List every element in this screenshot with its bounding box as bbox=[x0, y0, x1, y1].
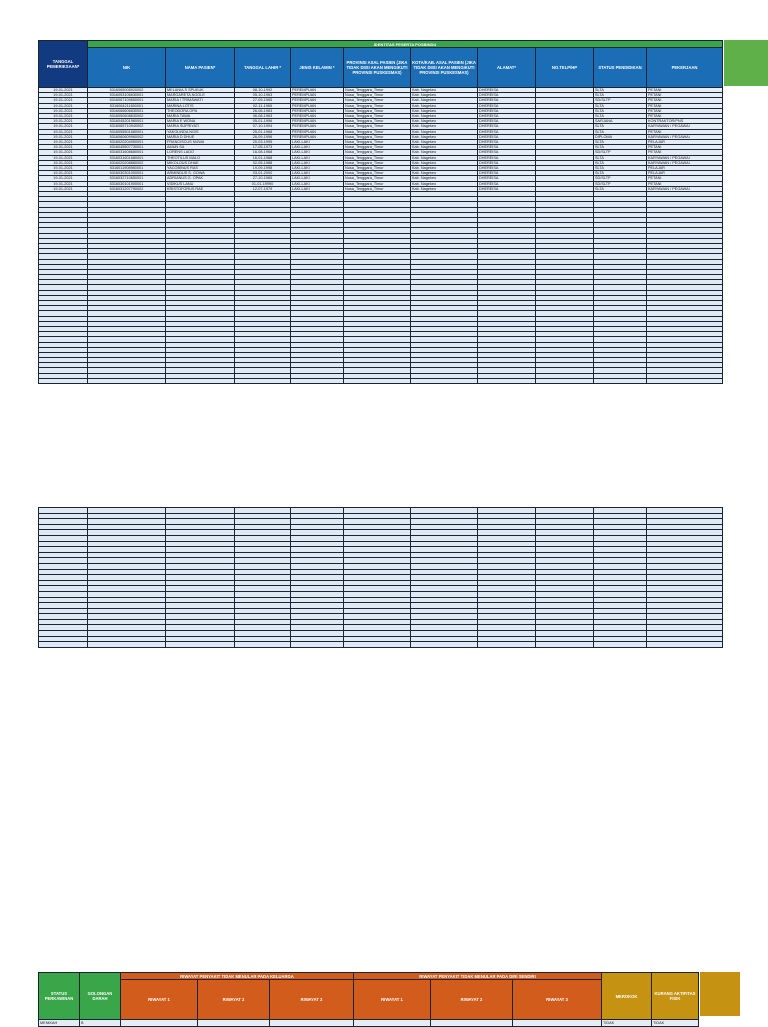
cell-kota[interactable]: Kab. Nagekeo bbox=[411, 160, 478, 165]
header-keluarga-1[interactable]: RIWAYAT 1 bbox=[121, 980, 198, 1020]
cell-kota[interactable]: Kab. Nagekeo bbox=[411, 124, 478, 129]
cell-nama[interactable]: MARINA LOTIS bbox=[166, 103, 235, 108]
cell-pekerjaan[interactable]: PETANI bbox=[647, 176, 723, 181]
cell-tanggal[interactable]: 19-01-2021 bbox=[39, 119, 88, 124]
header-kelamin[interactable]: JENIS KELAMIN * bbox=[291, 48, 344, 88]
cell-kelamin[interactable]: LAKI-LAKI bbox=[291, 140, 344, 145]
cell-provinsi[interactable]: Nusa_Tenggara_Timur bbox=[344, 171, 411, 176]
header-pekerjaan[interactable]: PEKERJAAN bbox=[647, 48, 723, 88]
cell-kelamin[interactable]: LAKI-LAKI bbox=[291, 150, 344, 155]
cell-tanggal[interactable]: 19-01-2021 bbox=[39, 181, 88, 186]
cell-tanggal[interactable]: 19-01-2021 bbox=[39, 88, 88, 93]
cell-tanggal[interactable]: 19-01-2021 bbox=[39, 114, 88, 119]
empty-cell[interactable] bbox=[344, 378, 411, 383]
cell-provinsi[interactable]: Nusa_Tenggara_Timur bbox=[344, 155, 411, 160]
cell-nama[interactable]: THEOTILUS MALO bbox=[166, 155, 235, 160]
cell-kota[interactable]: Kab. Nagekeo bbox=[411, 103, 478, 108]
cell-alamat[interactable]: DHEREISA bbox=[478, 171, 536, 176]
empty-cell[interactable] bbox=[594, 642, 647, 648]
cell-pekerjaan[interactable]: PETANI bbox=[647, 129, 723, 134]
header-provinsi[interactable]: PROVINSI ASAL PASIEN (JIKA TIDAK DIISI AKAN MENGIKUTI PROVINSI PUSKESMAS) bbox=[344, 48, 411, 88]
header-kota[interactable]: KOTA/KAB. ASAL PASIEN (JIKA TIDAK DIISI AKAN MENGIKUTI PROVINSI PUSKESMAS) bbox=[411, 48, 478, 88]
cell-tanggal[interactable]: 19-01-2021 bbox=[39, 176, 88, 181]
cell-nik[interactable]: 5316020208880002 bbox=[88, 160, 166, 165]
empty-cell[interactable] bbox=[166, 378, 235, 383]
cell-kelamin[interactable]: PEREMPUAN bbox=[291, 108, 344, 113]
cell-alamat[interactable]: DHEREISA bbox=[478, 176, 536, 181]
cell-alamat[interactable]: DHEREISA bbox=[478, 103, 536, 108]
cell-sendiri-3[interactable] bbox=[513, 1020, 602, 1027]
header-pendidikan[interactable]: STATUS PENDIDIKAN bbox=[594, 48, 647, 88]
cell-pekerjaan[interactable]: PETANI bbox=[647, 145, 723, 150]
cell-nama[interactable]: VIDIKUS LANU bbox=[166, 181, 235, 186]
empty-cell[interactable] bbox=[291, 642, 344, 648]
cell-alamat[interactable]: DHEREISA bbox=[478, 181, 536, 186]
cell-pekerjaan[interactable]: KARYAWAN / PEGAWAI bbox=[647, 155, 723, 160]
cell-pendidikan[interactable]: SLTA bbox=[594, 140, 647, 145]
cell-provinsi[interactable]: Nusa_Tenggara_Timur bbox=[344, 140, 411, 145]
cell-lahir[interactable]: 26-06-1963 bbox=[235, 108, 291, 113]
cell-pendidikan[interactable]: SD/SLTP bbox=[594, 98, 647, 103]
cell-kelamin[interactable]: PEREMPUAN bbox=[291, 134, 344, 139]
empty-cell[interactable] bbox=[647, 378, 723, 383]
cell-kelamin[interactable]: PEREMPUAN bbox=[291, 93, 344, 98]
cell-goldar[interactable]: B bbox=[80, 1020, 121, 1027]
cell-kelamin[interactable]: LAKI-LAKI bbox=[291, 166, 344, 171]
cell-tanggal[interactable]: 19-01-2021 bbox=[39, 155, 88, 160]
cell-lahir[interactable]: 06-08-1963 bbox=[235, 114, 291, 119]
cell-nik[interactable]: 5316060609960002 bbox=[88, 134, 166, 139]
cell-pendidikan[interactable]: SD/SLTP bbox=[594, 181, 647, 186]
cell-kelamin[interactable]: PEREMPUAN bbox=[291, 119, 344, 124]
cell-nama[interactable]: MARIA D DHUE bbox=[166, 134, 235, 139]
cell-lahir[interactable]: 05-10-1963 bbox=[235, 93, 291, 98]
empty-cell[interactable] bbox=[411, 378, 478, 383]
empty-cell[interactable] bbox=[166, 642, 235, 648]
cell-tanggal[interactable]: 19-01-2021 bbox=[39, 186, 88, 191]
cell-nik[interactable]: 5316020204950001 bbox=[88, 140, 166, 145]
cell-nik[interactable]: 5316032710650001 bbox=[88, 176, 166, 181]
cell-pekerjaan[interactable]: PELAJAR bbox=[647, 140, 723, 145]
cell-lahir[interactable]: 26-09-1996 bbox=[235, 134, 291, 139]
cell-sendiri-2[interactable] bbox=[431, 1020, 513, 1027]
cell-alamat[interactable]: DHEREISA bbox=[478, 129, 536, 134]
header-alamat[interactable]: ALAMAT* bbox=[478, 48, 536, 88]
cell-kelamin[interactable]: PEREMPUAN bbox=[291, 124, 344, 129]
cell-nik[interactable]: 5316031207790002 bbox=[88, 186, 166, 191]
cell-nik[interactable]: 5316055501680001 bbox=[88, 129, 166, 134]
header-tanggal[interactable]: TANGGAL PEMERIKSAAN* bbox=[39, 41, 88, 88]
cell-nik[interactable]: 5316045507730001 bbox=[88, 145, 166, 150]
cell-pendidikan[interactable]: SLTA bbox=[594, 103, 647, 108]
cell-nama[interactable]: THEODORA OPA bbox=[166, 108, 235, 113]
cell-tanggal[interactable]: 19-01-2021 bbox=[39, 150, 88, 155]
cell-lahir[interactable]: 03-01-2000 bbox=[235, 171, 291, 176]
cell-nama[interactable]: MIKOLOUS DHAE bbox=[166, 160, 235, 165]
header-merokok[interactable]: MEROKOK bbox=[602, 973, 652, 1020]
cell-lahir[interactable]: 05-01-1996 bbox=[235, 119, 291, 124]
cell-aktivitas[interactable]: TIDAK bbox=[652, 1020, 699, 1027]
table-row[interactable] bbox=[39, 1020, 699, 1027]
cell-provinsi[interactable]: Nusa_Tenggara_Timur bbox=[344, 103, 411, 108]
cell-alamat[interactable]: DHEREISA bbox=[478, 150, 536, 155]
empty-cell[interactable] bbox=[594, 378, 647, 383]
cell-kelamin[interactable]: LAKI-LAKI bbox=[291, 181, 344, 186]
cell-provinsi[interactable]: Nusa_Tenggara_Timur bbox=[344, 145, 411, 150]
cell-provinsi[interactable]: Nusa_Tenggara_Timur bbox=[344, 114, 411, 119]
cell-lahir[interactable]: 27-10-1965 bbox=[235, 176, 291, 181]
cell-kota[interactable]: Kab. Nagekeo bbox=[411, 186, 478, 191]
cell-nik[interactable]: 5316064211650001 bbox=[88, 103, 166, 108]
empty-cell[interactable] bbox=[411, 642, 478, 648]
cell-kelamin[interactable]: LAKI-LAKI bbox=[291, 155, 344, 160]
group-sendiri: RIWAYAT PENYAKIT TIDAK MENULAR PADA DIRI SENDIRI bbox=[354, 973, 602, 980]
cell-alamat[interactable]: DHEREISA bbox=[478, 98, 536, 103]
cell-nama[interactable]: AMUN SA bbox=[166, 145, 235, 150]
cell-kota[interactable]: Kab. Nagekeo bbox=[411, 98, 478, 103]
cell-provinsi[interactable]: Nusa_Tenggara_Timur bbox=[344, 166, 411, 171]
header-sendiri-2[interactable]: RIWAYAT 2 bbox=[431, 980, 513, 1020]
cell-pekerjaan[interactable]: KONTRAKTOR/PNS bbox=[647, 119, 723, 124]
cell-nik[interactable]: 5316067109650001 bbox=[88, 98, 166, 103]
cell-status[interactable]: MENIKAH bbox=[39, 1020, 80, 1027]
riwayat-table bbox=[38, 972, 699, 1027]
cell-pendidikan[interactable]: DIPLOMA bbox=[594, 134, 647, 139]
cell-alamat[interactable]: DHEREISA bbox=[478, 119, 536, 124]
cell-alamat[interactable]: DHEREISA bbox=[478, 114, 536, 119]
cell-kota[interactable]: Kab. Nagekeo bbox=[411, 88, 478, 93]
cell-keluarga-3[interactable] bbox=[270, 1020, 354, 1027]
header-telp[interactable]: NO.TELP/HP bbox=[536, 48, 594, 88]
cell-tanggal[interactable]: 19-01-2021 bbox=[39, 98, 88, 103]
cell-nik[interactable]: 5316053106630001 bbox=[88, 93, 166, 98]
cell-kelamin[interactable]: PEREMPUAN bbox=[291, 129, 344, 134]
cell-pekerjaan[interactable]: PETANI bbox=[647, 108, 723, 113]
green-block bbox=[724, 40, 768, 86]
cell-lahir[interactable]: 16-08-1968 bbox=[235, 150, 291, 155]
cell-kelamin[interactable]: PEREMPUAN bbox=[291, 88, 344, 93]
cell-alamat[interactable]: DHEREISA bbox=[478, 186, 536, 191]
cell-provinsi[interactable]: Nusa_Tenggara_Timur bbox=[344, 160, 411, 165]
cell-nik[interactable]: 5316030301000001 bbox=[88, 171, 166, 176]
cell-nik[interactable]: 5316050608630002 bbox=[88, 114, 166, 119]
cell-lahir[interactable]: 20-03-1995 bbox=[235, 140, 291, 145]
header-goldar[interactable]: GOLONGAN DARAH bbox=[80, 973, 121, 1020]
empty-cell[interactable] bbox=[235, 378, 291, 383]
empty-cell[interactable] bbox=[88, 642, 166, 648]
cell-kota[interactable]: Kab. Nagekeo bbox=[411, 166, 478, 171]
cell-lahir[interactable]: 27-09-1965 bbox=[235, 98, 291, 103]
cell-tanggal[interactable]: 19-01-2021 bbox=[39, 145, 88, 150]
cell-nama[interactable]: MARIA TAWA bbox=[166, 114, 235, 119]
header-sendiri-3[interactable]: RIWAYAT 3 bbox=[513, 980, 602, 1020]
cell-pekerjaan[interactable]: PETANI bbox=[647, 181, 723, 186]
cell-merokok[interactable]: TIDAK bbox=[602, 1020, 652, 1027]
cell-tanggal[interactable]: 19-01-2021 bbox=[39, 160, 88, 165]
cell-pekerjaan[interactable]: KARYAWAN / PEGAWAI bbox=[647, 186, 723, 191]
cell-kota[interactable]: Kab. Nagekeo bbox=[411, 93, 478, 98]
peserta-table bbox=[38, 40, 723, 384]
cell-tanggal[interactable]: 19-01-2021 bbox=[39, 134, 88, 139]
cell-nama[interactable]: MARIA SUFRIYATI bbox=[166, 124, 235, 129]
cell-kota[interactable]: Kab. Nagekeo bbox=[411, 108, 478, 113]
cell-lahir[interactable]: 02-05-1988 bbox=[235, 160, 291, 165]
cell-alamat[interactable]: DHEREISA bbox=[478, 166, 536, 171]
cell-pendidikan[interactable]: SLTA bbox=[594, 114, 647, 119]
cell-tanggal[interactable]: 19-01-2021 bbox=[39, 140, 88, 145]
cell-provinsi[interactable]: Nusa_Tenggara_Timur bbox=[344, 108, 411, 113]
header-nik[interactable]: NIK bbox=[88, 48, 166, 88]
header-status[interactable]: STATUS PERKAWINAN bbox=[39, 973, 80, 1020]
cell-nama[interactable]: KRISTOFORUS RAE bbox=[166, 186, 235, 191]
cell-sendiri-1[interactable] bbox=[354, 1020, 431, 1027]
cell-nik[interactable]: 5316045201960001 bbox=[88, 119, 166, 124]
cell-tanggal[interactable]: 19-01-2021 bbox=[39, 129, 88, 134]
cell-provinsi[interactable]: Nusa_Tenggara_Timur bbox=[344, 129, 411, 134]
cell-pendidikan[interactable]: SLTA bbox=[594, 145, 647, 150]
cell-provinsi[interactable]: Nusa_Tenggara_Timur bbox=[344, 93, 411, 98]
cell-kota[interactable]: Kab. Nagekeo bbox=[411, 176, 478, 181]
cell-pekerjaan[interactable]: PETANI bbox=[647, 93, 723, 98]
cell-provinsi[interactable]: Nusa_Tenggara_Timur bbox=[344, 88, 411, 93]
empty-grid-table bbox=[38, 507, 723, 648]
cell-pekerjaan[interactable]: PELAJAR bbox=[647, 166, 723, 171]
cell-pekerjaan[interactable]: KARYAWAN / PEGAWAI bbox=[647, 134, 723, 139]
cell-alamat[interactable]: DHEREISA bbox=[478, 155, 536, 160]
header-sendiri-1[interactable]: RIWAYAT 1 bbox=[354, 980, 431, 1020]
cell-pendidikan[interactable]: SARJANA bbox=[594, 119, 647, 124]
cell-pendidikan[interactable]: SLTA bbox=[594, 166, 647, 171]
cell-pekerjaan[interactable]: KARYAWAN / PEGAWAI bbox=[647, 124, 723, 129]
cell-pekerjaan[interactable]: KARYAWAN / PEGAWAI bbox=[647, 160, 723, 165]
cell-pekerjaan[interactable]: PETANI bbox=[647, 150, 723, 155]
empty-row[interactable] bbox=[39, 642, 723, 648]
empty-cell[interactable] bbox=[478, 642, 536, 648]
cell-kota[interactable]: Kab. Nagekeo bbox=[411, 145, 478, 150]
cell-kota[interactable]: Kab. Nagekeo bbox=[411, 150, 478, 155]
cell-tanggal[interactable]: 19-01-2021 bbox=[39, 103, 88, 108]
cell-nik[interactable]: 5316030101900001 bbox=[88, 181, 166, 186]
cell-alamat[interactable]: DHEREISA bbox=[478, 134, 536, 139]
cell-kota[interactable]: Kab. Nagekeo bbox=[411, 114, 478, 119]
cell-kelamin[interactable]: PEREMPUAN bbox=[291, 103, 344, 108]
empty-cell[interactable] bbox=[478, 378, 536, 383]
empty-cell[interactable] bbox=[647, 642, 723, 648]
header-aktivitas[interactable]: KURANG AKTIFITAS FISIK bbox=[652, 973, 699, 1020]
cell-kota[interactable]: Kab. Nagekeo bbox=[411, 129, 478, 134]
cell-nama[interactable]: MARIA E WONA bbox=[166, 119, 235, 124]
group-keluarga: RIWAYAT PENYAKIT TIDAK MENULAR PADA KELUARGA bbox=[121, 973, 354, 980]
cell-pendidikan[interactable]: SLTA bbox=[594, 160, 647, 165]
empty-cell[interactable] bbox=[39, 378, 88, 383]
cell-nama[interactable]: ADRIANUS G. OPAK bbox=[166, 176, 235, 181]
cell-kota[interactable]: Kab. Nagekeo bbox=[411, 119, 478, 124]
cell-pendidikan[interactable]: SLTA bbox=[594, 93, 647, 98]
cell-nik[interactable]: 5316031601680001 bbox=[88, 155, 166, 160]
cell-alamat[interactable]: DHEREISA bbox=[478, 145, 536, 150]
cell-alamat[interactable]: DHEREISA bbox=[478, 140, 536, 145]
cell-kota[interactable]: Kab. Nagekeo bbox=[411, 171, 478, 176]
cell-pekerjaan[interactable]: PETANI bbox=[647, 103, 723, 108]
cell-provinsi[interactable]: Nusa_Tenggara_Timur bbox=[344, 134, 411, 139]
cell-kelamin[interactable]: LAKI-LAKI bbox=[291, 171, 344, 176]
cell-keluarga-2[interactable] bbox=[198, 1020, 270, 1027]
cell-alamat[interactable]: DHEREISA bbox=[478, 160, 536, 165]
cell-alamat[interactable]: DHEREISA bbox=[478, 124, 536, 129]
header-nama[interactable]: NAMA PASIEN* bbox=[166, 48, 235, 88]
cell-kelamin[interactable]: LAKI-LAKI bbox=[291, 145, 344, 150]
cell-tanggal[interactable]: 19-01-2021 bbox=[39, 108, 88, 113]
cell-lahir[interactable]: 02-11-1965 bbox=[235, 103, 291, 108]
cell-provinsi[interactable]: Nusa_Tenggara_Timur bbox=[344, 181, 411, 186]
empty-row[interactable] bbox=[39, 378, 723, 383]
cell-nik[interactable]: 5316065008920002 bbox=[88, 88, 166, 93]
cell-kota[interactable]: Kab. Nagekeo bbox=[411, 140, 478, 145]
cell-pekerjaan[interactable]: PELAJAR bbox=[647, 171, 723, 176]
cell-pendidikan[interactable]: SD/SLTP bbox=[594, 150, 647, 155]
cell-pendidikan[interactable]: SD/SLTP bbox=[594, 176, 647, 181]
cell-pendidikan[interactable]: SLTA bbox=[594, 124, 647, 129]
cell-kota[interactable]: Kab. Nagekeo bbox=[411, 134, 478, 139]
cell-pendidikan[interactable]: SLTA bbox=[594, 186, 647, 191]
header-lahir[interactable]: TANGGAL LAHIR * bbox=[235, 48, 291, 88]
cell-provinsi[interactable]: Nusa_Tenggara_Timur bbox=[344, 186, 411, 191]
cell-lahir[interactable]: 07-10-1994 bbox=[235, 124, 291, 129]
cell-provinsi[interactable]: Nusa_Tenggara_Timur bbox=[344, 124, 411, 129]
cell-pendidikan[interactable]: SLTA bbox=[594, 88, 647, 93]
cell-lahir[interactable]: 16-01-1968 bbox=[235, 155, 291, 160]
cell-pekerjaan[interactable]: PETANI bbox=[647, 88, 723, 93]
empty-cell[interactable] bbox=[536, 642, 594, 648]
cell-nama[interactable]: YAKOLINDA NGIS bbox=[166, 129, 235, 134]
cell-nama[interactable]: FRANCISCUS NUWA bbox=[166, 140, 235, 145]
cell-nama[interactable]: ARMINDUS S. GOWA bbox=[166, 171, 235, 176]
cell-kota[interactable]: Kab. Nagekeo bbox=[411, 155, 478, 160]
cell-pendidikan[interactable]: SLTA bbox=[594, 155, 647, 160]
cell-lahir[interactable]: 17-05-1973 bbox=[235, 145, 291, 150]
cell-kelamin[interactable]: LAKI-LAKI bbox=[291, 160, 344, 165]
cell-lahir[interactable]: 19-09-1998 bbox=[235, 166, 291, 171]
cell-nik[interactable]: 5316065710940002 bbox=[88, 124, 166, 129]
empty-cell[interactable] bbox=[291, 378, 344, 383]
cell-nama[interactable]: MELANIA S SPUKUK bbox=[166, 88, 235, 93]
cell-nama[interactable]: YACOBINUS RAS bbox=[166, 166, 235, 171]
cell-nik[interactable]: 5316031608680001 bbox=[88, 150, 166, 155]
cell-alamat[interactable]: DHEREISA bbox=[478, 88, 536, 93]
cell-kota[interactable]: Kab. Nagekeo bbox=[411, 181, 478, 186]
cell-kelamin[interactable]: LAKI-LAKI bbox=[291, 176, 344, 181]
cell-tanggal[interactable]: 19-01-2021 bbox=[39, 93, 88, 98]
cell-kelamin[interactable]: PEREMPUAN bbox=[291, 98, 344, 103]
cell-pekerjaan[interactable]: PETANI bbox=[647, 98, 723, 103]
cell-nama[interactable]: MARIA I TRIMAWATI bbox=[166, 98, 235, 103]
cell-keluarga-1[interactable] bbox=[121, 1020, 198, 1027]
cell-lahir[interactable]: 12-07-1979 bbox=[235, 186, 291, 191]
cell-pendidikan[interactable]: SLTA bbox=[594, 129, 647, 134]
cell-pekerjaan[interactable]: PETANI bbox=[647, 114, 723, 119]
cell-provinsi[interactable]: Nusa_Tenggara_Timur bbox=[344, 150, 411, 155]
empty-cell[interactable] bbox=[39, 642, 88, 648]
gold-block bbox=[700, 972, 740, 1016]
cell-provinsi[interactable]: Nusa_Tenggara_Timur bbox=[344, 119, 411, 124]
cell-lahir[interactable]: 08-10-1992 bbox=[235, 88, 291, 93]
cell-pendidikan[interactable]: SLTA bbox=[594, 171, 647, 176]
cell-lahir[interactable]: 25-01-1968 bbox=[235, 129, 291, 134]
empty-cell[interactable] bbox=[536, 378, 594, 383]
cell-provinsi[interactable]: Nusa_Tenggara_Timur bbox=[344, 176, 411, 181]
cell-kelamin[interactable]: PEREMPUAN bbox=[291, 114, 344, 119]
empty-cell[interactable] bbox=[344, 642, 411, 648]
cell-nama[interactable]: MARGARETA NGOLE bbox=[166, 93, 235, 98]
super-header-identitas: IDENTITAS PESERTA POSBINDU bbox=[88, 41, 723, 48]
header-keluarga-3[interactable]: RIWAYAT 3 bbox=[270, 980, 354, 1020]
cell-alamat[interactable]: DHEREISA bbox=[478, 93, 536, 98]
cell-alamat[interactable]: DHEREISA bbox=[478, 108, 536, 113]
cell-kelamin[interactable]: LAKI-LAKI bbox=[291, 186, 344, 191]
empty-cell[interactable] bbox=[88, 378, 166, 383]
cell-nik[interactable]: 5316066606630001 bbox=[88, 108, 166, 113]
empty-cell[interactable] bbox=[235, 642, 291, 648]
header-keluarga-2[interactable]: RIWAYAT 2 bbox=[198, 980, 270, 1020]
cell-lahir[interactable]: 01-01-19990 bbox=[235, 181, 291, 186]
cell-tanggal[interactable]: 19-01-2021 bbox=[39, 171, 88, 176]
cell-provinsi[interactable]: Nusa_Tenggara_Timur bbox=[344, 98, 411, 103]
cell-tanggal[interactable]: 19-01-2021 bbox=[39, 166, 88, 171]
cell-nama[interactable]: LORENS LADO bbox=[166, 150, 235, 155]
cell-tanggal[interactable]: 19-01-2021 bbox=[39, 124, 88, 129]
cell-nik[interactable]: 5316011908980001 bbox=[88, 166, 166, 171]
cell-pendidikan[interactable]: SLTA bbox=[594, 108, 647, 113]
